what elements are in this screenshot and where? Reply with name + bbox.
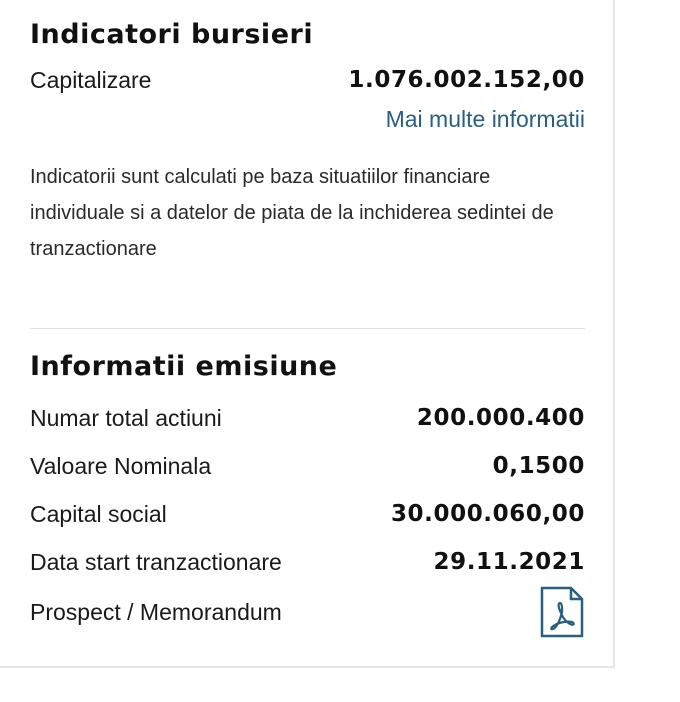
more-info-link[interactable]: Mai multe informatii bbox=[385, 106, 585, 132]
capitalization-value: 1.076.002.152,00 bbox=[348, 67, 585, 93]
nominal-value-value: 0,1500 bbox=[492, 453, 585, 479]
issue-row-total-shares bbox=[30, 394, 585, 442]
pdf-icon bbox=[540, 586, 584, 638]
issue-info-section bbox=[30, 350, 585, 638]
trading-start-label: Data start tranzactionare bbox=[30, 548, 282, 575]
issue-row-share-capital bbox=[30, 490, 585, 538]
market-indicators-heading: Indicatori bursieri bbox=[30, 19, 314, 50]
issue-row-prospect bbox=[30, 586, 585, 638]
trading-start-value: 29.11.2021 bbox=[433, 549, 585, 575]
issue-info-heading: Informatii emisiune bbox=[30, 351, 338, 382]
indicators-note: Indicatorii sunt calculati pe baza situatiilor financiare individuale si a datelor de piata de la inchiderea sedintei de tranzactionare bbox=[30, 166, 554, 260]
total-shares-label: Numar total actiuni bbox=[30, 404, 222, 431]
prospect-pdf-link[interactable] bbox=[540, 586, 584, 638]
prospect-label: Prospect / Memorandum bbox=[30, 598, 282, 625]
nominal-value-label: Valoare Nominala bbox=[30, 452, 212, 479]
market-indicators-section bbox=[30, 18, 585, 267]
issue-row-nominal-value bbox=[30, 442, 585, 490]
share-capital-label: Capital social bbox=[30, 500, 167, 527]
total-shares-value: 200.000.400 bbox=[416, 405, 585, 431]
section-divider bbox=[30, 328, 585, 329]
capitalization-label: Capitalizare bbox=[30, 66, 152, 93]
share-capital-value: 30.000.060,00 bbox=[390, 501, 585, 527]
capitalization-row bbox=[30, 56, 585, 104]
issue-row-trading-start bbox=[30, 538, 585, 586]
